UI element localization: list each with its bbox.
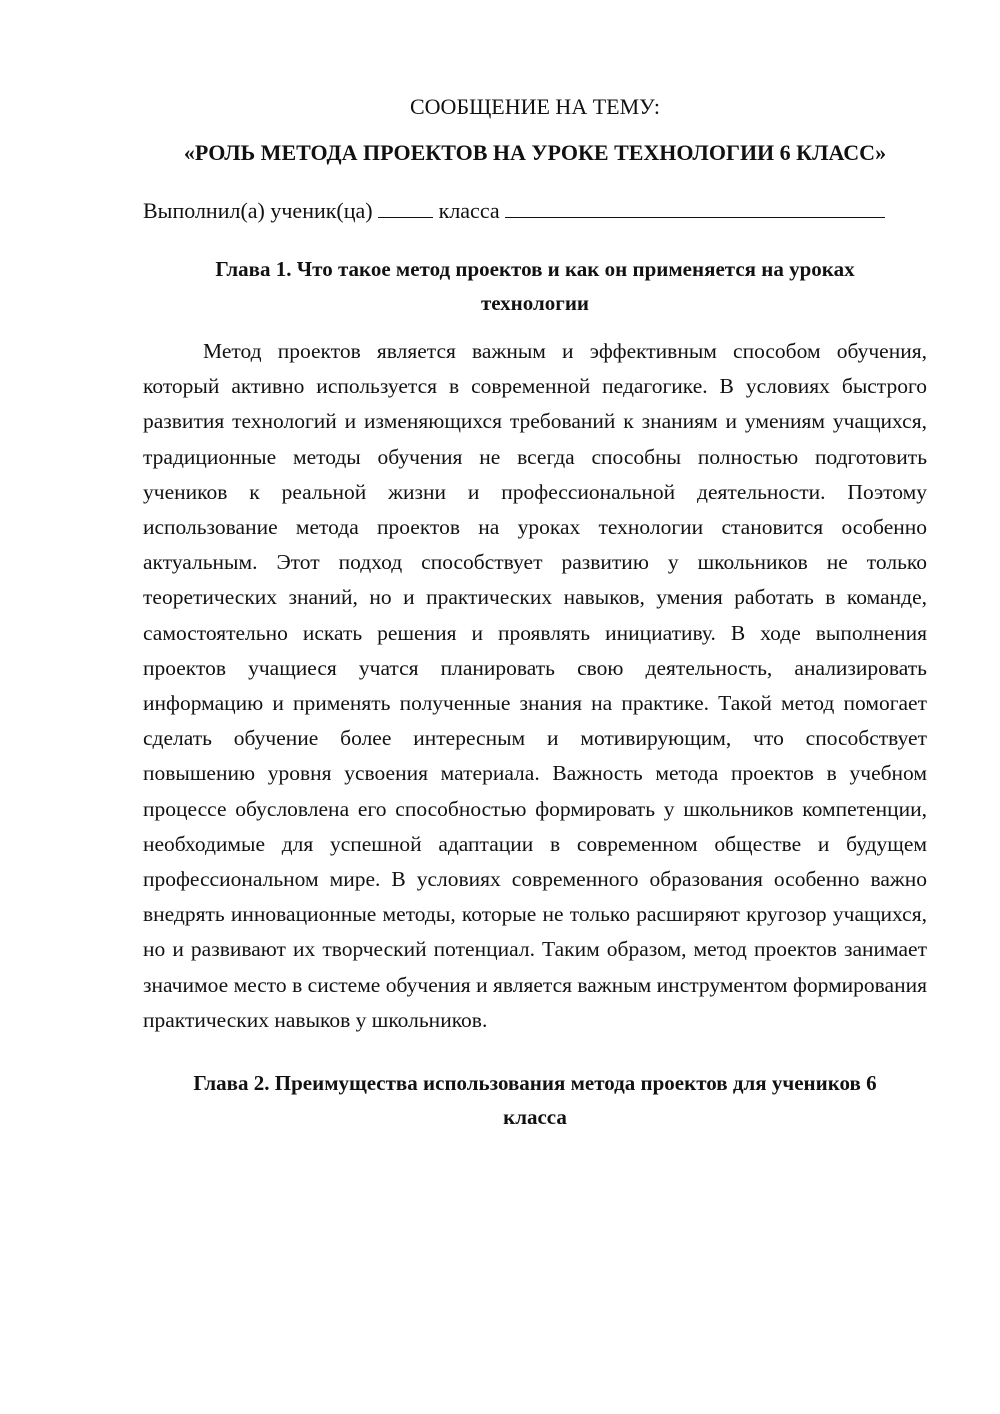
class-blank — [378, 197, 433, 218]
author-line — [143, 196, 927, 226]
document-heading: СООБЩЕНИЕ НА ТЕМУ: — [410, 94, 660, 119]
document-title: «РОЛЬ МЕТОДА ПРОЕКТОВ НА УРОКЕ ТЕХНОЛОГИИ 6 КЛАСС» — [183, 140, 887, 165]
document-page — [143, 92, 927, 1134]
chapter-1-paragraph: Метод проектов является важным и эффективным способом обучения, который активно используется в современной педагогике. В условиях быстрого развития технологий и изменяющихся требований к знаниям и умениям учащихся, традиционные методы обучения не всегда способны полностью подготовить учеников к реальной жизни и профессиональной деятельности. Поэтому использование метода проектов на уроках технологии становится особенно актуальным. Этот подход способствует развитию у школьников не только теоретических знаний, но и практических навыков, умения работать в команде, самостоятельно искать решения и проявлять инициативу. В ходе выполнения проектов учащиеся учатся планировать свою деятельность, анализировать информацию и применять полученные знания на практике. Такой метод помогает сделать обучение более интересным и мотивирующим, что способствует повышению уровня усвоения материала. Важность метода проектов в учебном процессе обусловлена его способностью формировать у школьников компетенции, необходимые для успешной адаптации в современном обществе и будущем профессиональном мире. В условиях современного образования особенно важно внедрять инновационные методы, которые не только расширяют кругозор учащихся, но и развивают их творческий потенциал. Таким образом, метод проектов занимает значимое место в системе обучения и является важным инструментом формирования практических навыков у школьников. — [143, 339, 927, 1032]
chapter-2-heading: Глава 2. Преимущества использования метода проектов для учеников 6 класса — [193, 1071, 877, 1130]
author-prefix: Выполнил(а) ученик(ца) — [143, 198, 373, 223]
chapter-1-heading: Глава 1. Что такое метод проектов и как он применяется на уроках технологии — [215, 257, 855, 315]
name-blank — [505, 197, 885, 218]
author-class-word: класса — [438, 198, 500, 223]
